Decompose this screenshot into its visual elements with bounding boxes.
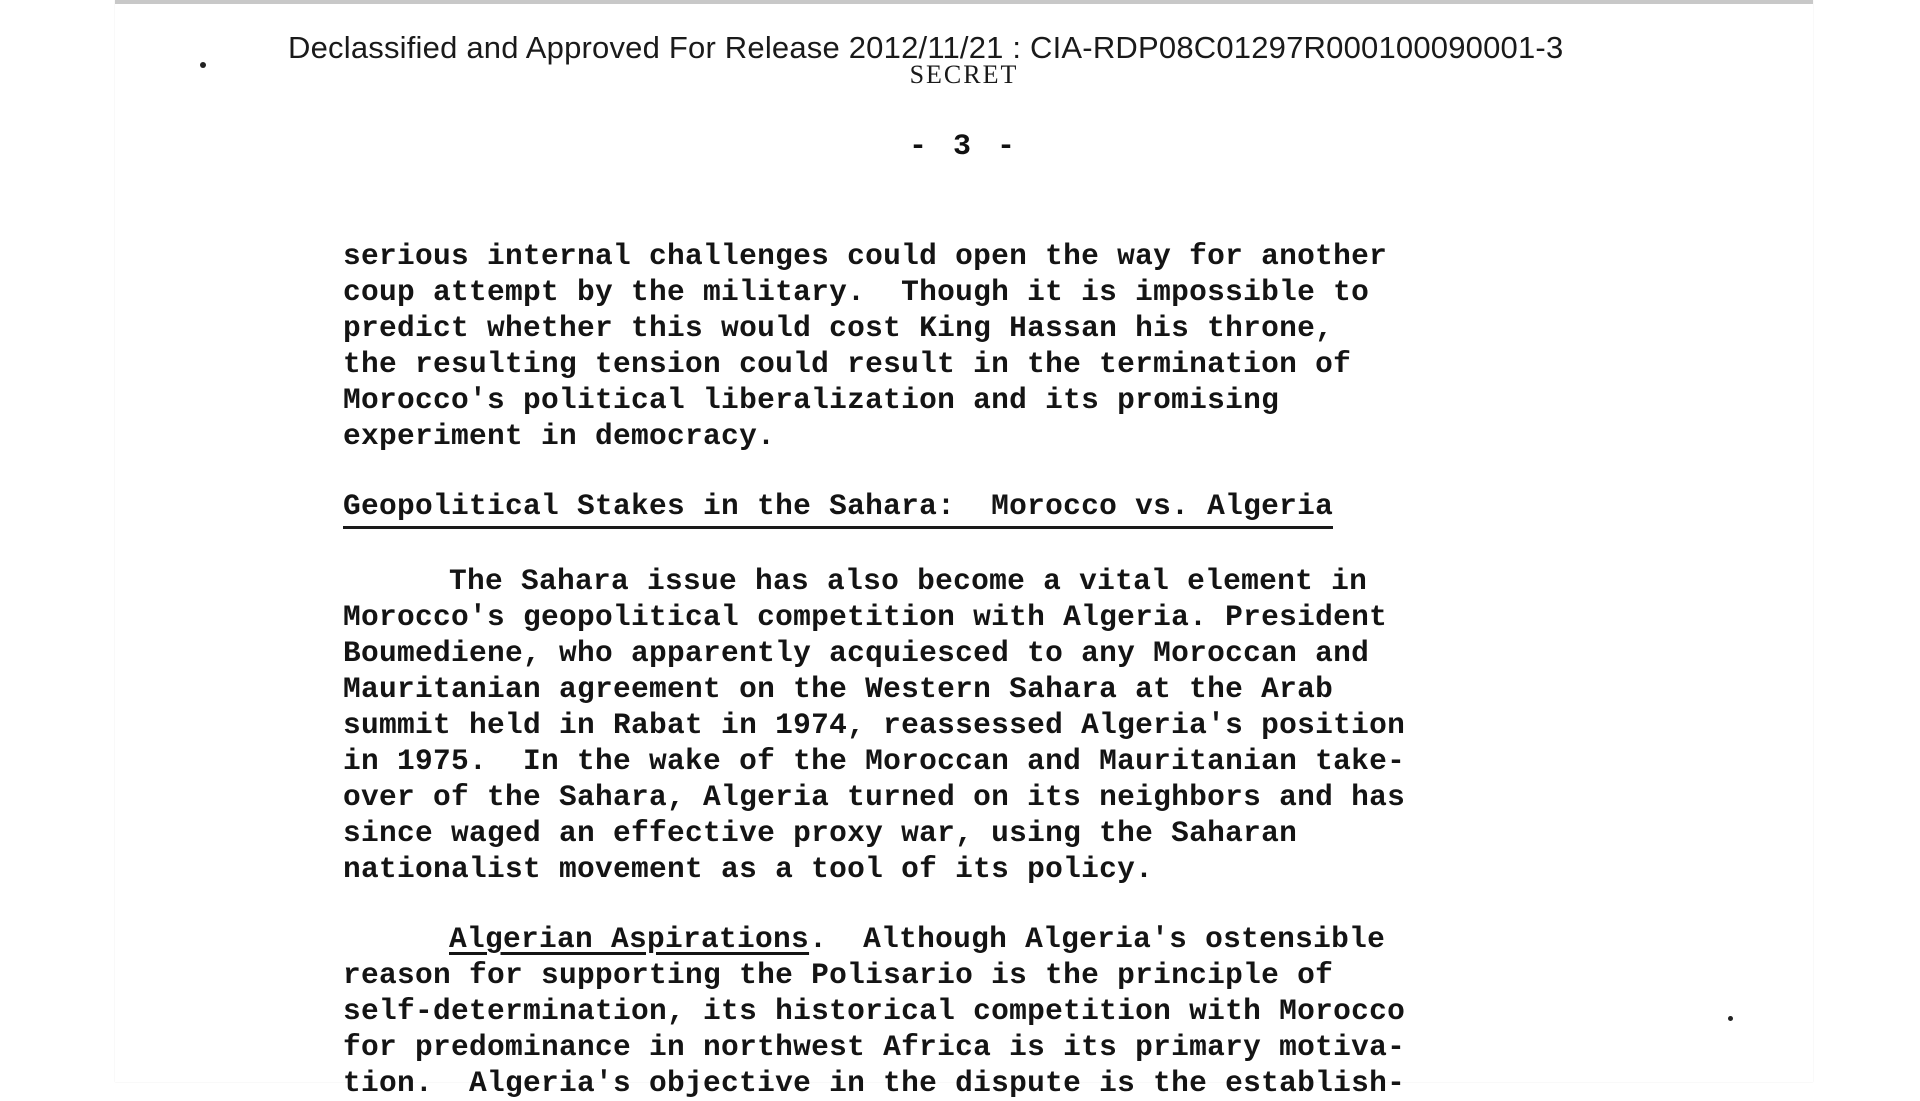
scan-speck [200,62,206,68]
document-page [115,0,1813,1100]
text-line: Morocco's geopolitical competition with Algeria. President [343,600,1388,634]
text-line: summit held in Rabat in 1974, reassessed Algeria's position [343,708,1406,742]
text-line-cutoff: tion. Algeria's objective in the dispute is the establish- [343,1066,1406,1100]
text-line: since waged an effective proxy war, using the Saharan [343,816,1298,850]
text-line: serious internal challenges could open the way for another [343,239,1388,273]
text-span: The Sahara issue has also become a vital element in [449,564,1368,598]
text-line: Boumediene, who apparently acquiesced to any Moroccan and [343,636,1370,670]
text-line: Mauritanian agreement on the Western Sahara at the Arab [343,672,1334,706]
section-heading: Geopolitical Stakes in the Sahara: Morocco vs. Algeria [343,488,1333,529]
text-line: coup attempt by the military. Though it is impossible to [343,275,1370,309]
scan-speck [1728,1016,1733,1021]
text-line [343,563,1683,599]
paragraph-1 [343,238,1683,454]
text-line: experiment in democracy. [343,419,776,453]
text-span: . Although Algeria's ostensible [809,922,1386,956]
spacer [343,887,1683,921]
text-line: reason for supporting the Polisario is the principle of [343,958,1334,992]
text-line: over of the Sahara, Algeria turned on its neighbors and has [343,780,1406,814]
text-line: nationalist movement as a tool of its policy. [343,852,1154,886]
text-line: predict whether this would cost King Hassan his throne, [343,311,1334,345]
classification-marking: SECRET [909,60,1019,89]
paragraph-3 [343,921,1683,1100]
spacer [343,529,1683,563]
page-number: - 3 - [908,130,1019,164]
text-line: Morocco's political liberalization and its promising [343,383,1280,417]
text-line [343,921,1683,957]
section-heading-wrap [343,488,1683,529]
text-line: the resulting tension could result in the termination of [343,347,1352,381]
document-body [343,238,1683,1100]
text-line: in 1975. In the wake of the Moroccan and Mauritanian take- [343,744,1406,778]
paragraph-2 [343,563,1683,887]
subsection-heading: Algerian Aspirations [449,922,810,956]
spacer [343,454,1683,488]
text-line: self-determination, its historical competition with Morocco [343,994,1406,1028]
release-stamp: Declassified and Approved For Release 2012/11/21 : CIA-RDP08C01297R000100090001-3 [288,30,1564,65]
text-line: for predominance in northwest Africa is its primary motiva- [343,1030,1406,1064]
